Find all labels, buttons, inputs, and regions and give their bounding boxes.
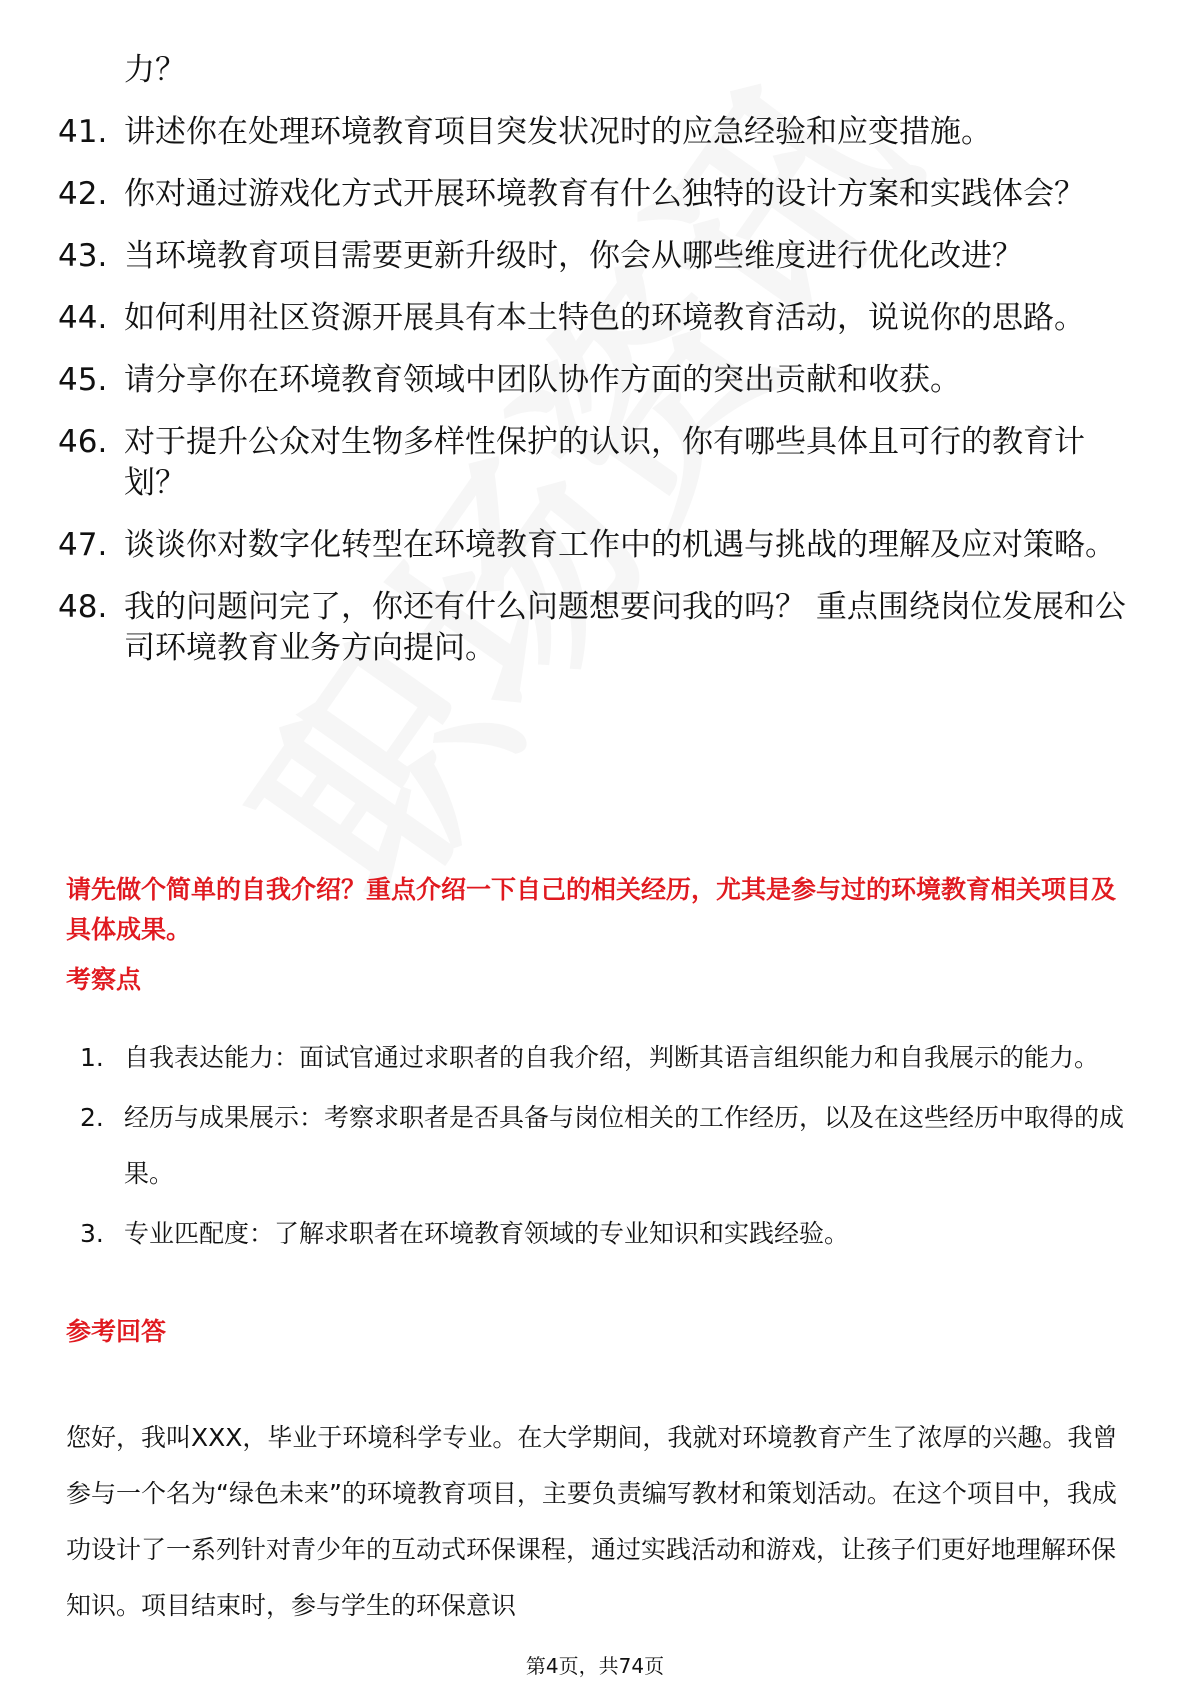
question-item [58, 174, 1128, 215]
question-item [58, 525, 1128, 566]
question-item [58, 236, 1128, 277]
question-number: 45. [58, 362, 108, 398]
assessment-points [80, 1030, 1130, 1266]
point-number: 3. [80, 1219, 104, 1248]
question-number: 46. [58, 424, 108, 460]
interview-prompt: 请先做个简单的自我介绍？重点介绍一下自己的相关经历，尤其是参与过的环境教育相关项目及具体成果。 [66, 875, 1117, 944]
question-continuation [58, 50, 1128, 91]
assessment-point [80, 1090, 1130, 1202]
assessment-title: 考察点 [66, 965, 142, 994]
question-number: 47. [58, 527, 108, 563]
question-list [58, 50, 1128, 690]
question-text: 你对通过游戏化方式开展环境教育有什么独特的设计方案和实践体会？ [124, 176, 1085, 212]
point-number: 1. [80, 1043, 104, 1072]
question-number: 42. [58, 176, 108, 212]
question-number: 44. [58, 300, 108, 336]
question-text: 如何利用社区资源开展具有本土特色的环境教育活动，说说你的思路。 [124, 300, 1085, 336]
question-text: 力？ [124, 52, 186, 88]
question-item [58, 422, 1128, 504]
question-item [58, 298, 1128, 339]
question-number: 48. [58, 589, 108, 625]
page-footer: 第4页，共74页 [525, 1654, 665, 1678]
point-text: 自我表达能力：面试官通过求职者的自我介绍，判断其语言组织能力和自我展示的能力。 [124, 1043, 1100, 1072]
point-text: 专业匹配度：了解求职者在环境教育领域的专业知识和实践经验。 [124, 1219, 850, 1248]
assessment-point [80, 1030, 1130, 1086]
question-text: 当环境教育项目需要更新升级时，你会从哪些维度进行优化改进？ [124, 238, 1023, 274]
question-item [58, 360, 1128, 401]
question-text: 请分享你在环境教育领域中团队协作方面的突出贡献和收获。 [124, 362, 961, 398]
reference-title: 参考回答 [66, 1317, 167, 1346]
question-text: 讲述你在处理环境教育项目突发状况时的应急经验和应变措施。 [124, 114, 992, 150]
assessment-point [80, 1206, 1130, 1262]
question-number: 43. [58, 238, 108, 274]
question-text: 我的问题问完了，你还有什么问题想要问我的吗？ 重点围绕岗位发展和公司环境教育业务方向提问。 [124, 589, 1126, 666]
point-text: 经历与成果展示：考察求职者是否具备与岗位相关的工作经历，以及在这些经历中取得的成果。 [124, 1103, 1125, 1188]
question-item [58, 587, 1128, 669]
point-number: 2. [80, 1103, 104, 1132]
question-number: 41. [58, 114, 108, 150]
question-text: 对于提升公众对生物多样性保护的认识，你有哪些具体且可行的教育计划？ [124, 424, 1085, 501]
question-item [58, 112, 1128, 153]
reference-answer: 您好，我叫XXX，毕业于环境科学专业。在大学期间，我就对环境教育产生了浓厚的兴趣。我曾参与一个名为“绿色未来”的环境教育项目，主要负责编写教材和策划活动。在这个项目中，我成功设计了一系列针对青少年的互动式环保课程，通过实践活动和游戏，让孩子们更好地理解环保知识。项目结束时，参与学生的环保意识 [66, 1423, 1118, 1620]
question-text: 谈谈你对数字化转型在环境教育工作中的机遇与挑战的理解及应对策略。 [124, 527, 1116, 563]
